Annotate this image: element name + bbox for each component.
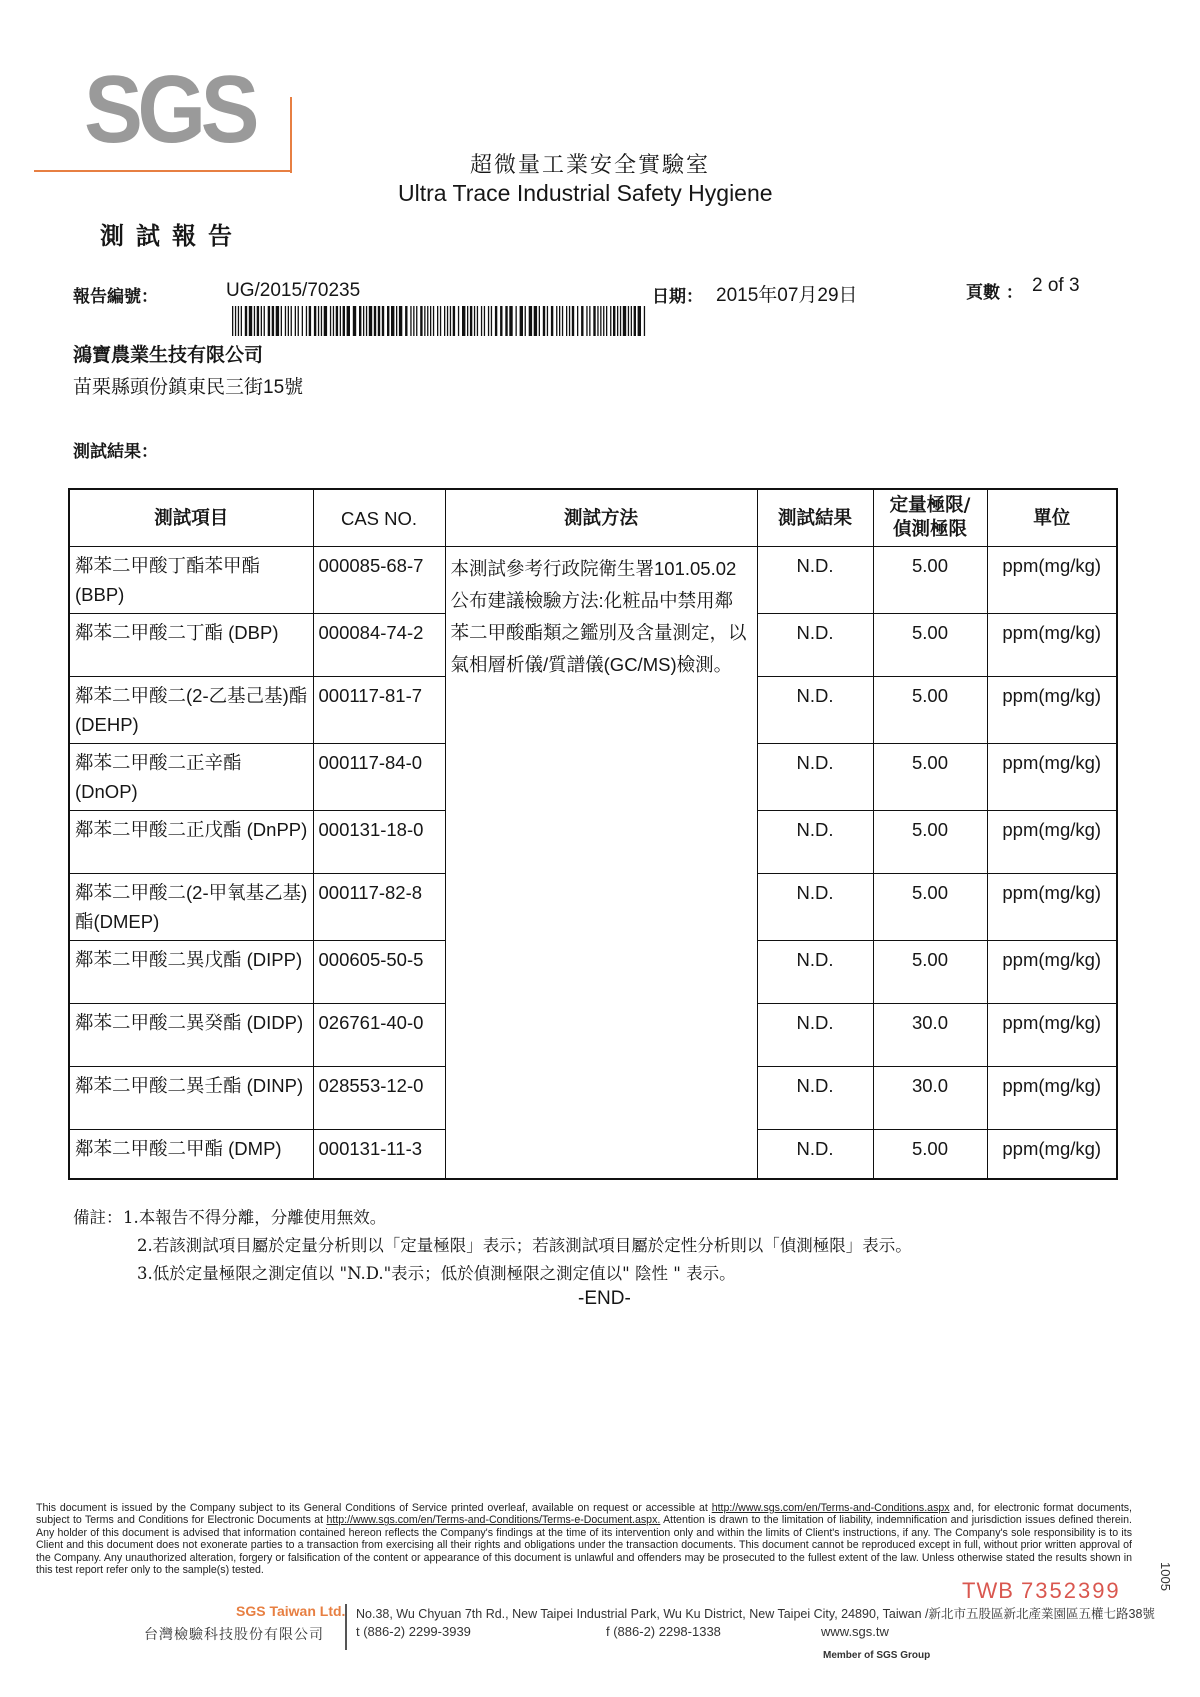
footer-disclaimer xyxy=(36,1502,1132,1576)
barcode-bar xyxy=(382,306,384,336)
cell-unit: ppm(mg/kg) xyxy=(987,941,1117,1004)
barcode-bar xyxy=(254,306,255,336)
barcode-bar xyxy=(484,306,485,336)
barcode-bar xyxy=(543,306,545,336)
logo-orange-rule xyxy=(34,170,292,172)
cell-unit: ppm(mg/kg) xyxy=(987,744,1117,811)
cell-result: N.D. xyxy=(757,1067,873,1130)
barcode-bar xyxy=(324,306,327,336)
barcode-bar xyxy=(291,306,292,336)
barcode-bar xyxy=(600,306,601,336)
barcode-bar xyxy=(491,306,492,336)
barcode-bar xyxy=(241,306,242,336)
barcode-bar xyxy=(302,306,303,336)
test-results-label: 測試結果： xyxy=(73,442,158,462)
report-pages: 2 of 3 xyxy=(1032,275,1080,296)
barcode-bar xyxy=(272,306,274,336)
cell-unit: ppm(mg/kg) xyxy=(987,1130,1117,1180)
barcode-bar xyxy=(359,306,361,336)
barcode-bar xyxy=(427,306,428,336)
cell-result: N.D. xyxy=(757,874,873,941)
barcode-bar xyxy=(520,306,523,336)
cell-cas-no: 026761-40-0 xyxy=(313,1004,445,1067)
barcode-bar xyxy=(447,306,448,336)
barcode-bar xyxy=(606,306,607,336)
barcode-bar xyxy=(500,306,502,336)
barcode-bar xyxy=(562,306,563,336)
barcode-bar xyxy=(437,306,438,336)
footer-telephone: t (886-2) 2299-3939 xyxy=(356,1624,471,1639)
cell-unit: ppm(mg/kg) xyxy=(987,677,1117,744)
barcode-bar xyxy=(430,306,431,336)
barcode-bar xyxy=(268,306,270,336)
barcode-bar xyxy=(298,306,299,336)
cell-test-item: 鄰苯二甲酸二正辛酯 (DnOP) xyxy=(69,744,313,811)
barcode-bar xyxy=(495,306,497,336)
barcode-bar xyxy=(235,306,236,336)
barcode-bar xyxy=(288,306,289,336)
terms-conditions-link[interactable]: http://www.sgs.com/en/Terms-and-Conditions.aspx xyxy=(711,1502,950,1514)
header-test-method: 測試方法 xyxy=(445,489,757,547)
barcode-bar xyxy=(589,306,590,336)
footer-divider xyxy=(345,1604,347,1650)
barcode-bar xyxy=(353,306,356,336)
barcode-bar xyxy=(314,306,316,336)
lab-name-zh: 超微量工業安全實驗室 xyxy=(470,153,711,178)
note-item-2: 2.若該測試項目屬於定量分析則以「定量極限」表示；若該測試項目屬於定性分析則以「偵測極限」表示。 xyxy=(137,1236,912,1255)
logo-orange-rule-vertical xyxy=(290,97,292,173)
cell-unit: ppm(mg/kg) xyxy=(987,547,1117,614)
barcode-bar xyxy=(559,306,560,336)
report-pages-label: 頁數 ： xyxy=(966,283,1023,303)
header-limit xyxy=(873,489,987,547)
barcode-bar xyxy=(440,306,441,336)
barcode-bar xyxy=(634,306,636,336)
barcode-bar xyxy=(285,306,286,336)
report-title: 測試報告 xyxy=(100,221,244,250)
barcode-bar xyxy=(458,306,459,336)
side-code: 1005 xyxy=(1158,1562,1173,1591)
barcode-bar xyxy=(276,306,279,336)
table-row xyxy=(69,547,1117,614)
serial-prefix: TWB xyxy=(962,1578,1014,1603)
barcode-bar xyxy=(467,306,468,336)
barcode-bar xyxy=(534,306,537,336)
notes-label: 備註： xyxy=(73,1208,123,1227)
footer-company-en: SGS Taiwan Ltd. xyxy=(236,1603,346,1619)
barcode-bar xyxy=(509,306,512,336)
cell-test-item: 鄰苯二甲酸二(2-乙基己基)酯 (DEHP) xyxy=(69,677,313,744)
cell-result: N.D. xyxy=(757,811,873,874)
barcode-bar xyxy=(363,306,364,336)
lab-name-en: Ultra Trace Industrial Safety Hygiene xyxy=(398,180,773,206)
barcode-bar xyxy=(366,306,367,336)
cell-unit: ppm(mg/kg) xyxy=(987,874,1117,941)
disclaimer-text-2: and, for electronic format documents, subject to Terms and Conditions for Electronic Documents at xyxy=(36,1502,1132,1527)
header-test-item: 測試項目 xyxy=(69,489,313,547)
cell-cas-no: 000117-82-8 xyxy=(313,874,445,941)
barcode-bar xyxy=(488,306,489,336)
disclaimer-text-1: This document is issued by the Company subject to its General Conditions of Service printed overleaf, available on request or accessible at xyxy=(36,1502,712,1514)
cell-limit: 5.00 xyxy=(873,811,987,874)
cell-cas-no: 000131-11-3 xyxy=(313,1130,445,1180)
cell-test-item: 鄰苯二甲酸丁酯苯甲酯 (BBP) xyxy=(69,547,313,614)
report-barcode xyxy=(232,306,650,336)
table-header-row xyxy=(69,489,1117,547)
cell-test-item: 鄰苯二甲酸二(2-甲氧基乙基)酯(DMEP) xyxy=(69,874,313,941)
barcode-bar xyxy=(623,306,626,336)
barcode-bar xyxy=(343,306,345,336)
barcode-bar xyxy=(444,306,445,336)
cell-limit: 5.00 xyxy=(873,677,987,744)
footer-website[interactable]: www.sgs.tw xyxy=(821,1624,889,1639)
cell-unit: ppm(mg/kg) xyxy=(987,1067,1117,1130)
barcode-bar xyxy=(424,306,425,336)
cell-limit: 5.00 xyxy=(873,547,987,614)
barcode-bar xyxy=(516,306,517,336)
client-address: 苗栗縣頭份鎮東民三街15號 xyxy=(73,377,304,398)
note-item-3: 3.低於定量極限之測定值以 "N.D."表示；低於偵測極限之測定值以" 陰性 " 表示。 xyxy=(137,1264,736,1283)
barcode-bar xyxy=(631,306,632,336)
header-test-result: 測試結果 xyxy=(757,489,873,547)
barcode-bar xyxy=(610,306,611,336)
barcode-bar xyxy=(470,306,472,336)
barcode-bar xyxy=(505,306,507,336)
cell-result: N.D. xyxy=(757,1004,873,1067)
header-limit-line2: 偵測極限 xyxy=(892,519,967,540)
header-cas-no: CAS NO. xyxy=(313,489,445,547)
report-number: UG/2015/70235 xyxy=(226,280,361,301)
barcode-bar xyxy=(628,306,629,336)
barcode-bar xyxy=(462,306,465,336)
cell-limit: 5.00 xyxy=(873,1130,987,1180)
barcode-bar xyxy=(330,306,331,336)
note-item-1: 1.本報告不得分離，分離使用無效。 xyxy=(123,1208,387,1227)
footer-member-text: Member of SGS Group xyxy=(823,1650,931,1661)
cell-cas-no: 028553-12-0 xyxy=(313,1067,445,1130)
cell-cas-no: 000117-84-0 xyxy=(313,744,445,811)
cell-cas-no: 000085-68-7 xyxy=(313,547,445,614)
cell-unit: ppm(mg/kg) xyxy=(987,811,1117,874)
cell-cas-no: 000605-50-5 xyxy=(313,941,445,1004)
barcode-bar xyxy=(577,306,578,336)
disclaimer-text-3: Attention is drawn to the limitation of liability, indemnification and jurisdiction issues defined therein. Any holder of this document is advised that information contained hereon reflects the Company's findings at the time of its intervention only and within the limits of Client's instructions, if any. The Company's sole responsibility is to its Client and this document does not exonerate parties to a transaction from exercising all their rights and obligations under the transaction documents. This document cannot be reproduced except in full, without prior written approval of the Company. Any unauthorized alteration, forgery or falsification of the content or appearance of this document is unlawful and offenders may be prosecuted to the fullest extent of the law. Unless otherwise stated the results shown in this test report refer only to the sample(s) tested. xyxy=(36,1514,1133,1577)
cell-test-item: 鄰苯二甲酸二異壬酯 (DINP) xyxy=(69,1067,313,1130)
report-number-label: 報告編號： xyxy=(73,287,158,307)
footer-address: No.38, Wu Chyuan 7th Rd., New Taipei Industrial Park, Wu Ku District, New Taipei City, 24890, Taiwan /新北市五股區新北產業園區五權七路38號 xyxy=(356,1607,1155,1621)
cell-test-item: 鄰苯二甲酸二正戊酯 (DnPP) xyxy=(69,811,313,874)
barcode-bar xyxy=(405,306,407,336)
barcode-bar xyxy=(378,306,380,336)
barcode-bar xyxy=(620,306,621,336)
barcode-bar xyxy=(281,306,282,336)
cell-result: N.D. xyxy=(757,744,873,811)
report-date-label: 日期： xyxy=(652,287,703,307)
barcode-bar xyxy=(525,306,526,336)
barcode-bar xyxy=(295,306,296,336)
cell-test-item: 鄰苯二甲酸二丁酯 (DBP) xyxy=(69,614,313,677)
barcode-bar xyxy=(396,306,397,336)
barcode-bar xyxy=(481,306,482,336)
cell-cas-no: 000131-18-0 xyxy=(313,811,445,874)
cell-limit: 5.00 xyxy=(873,744,987,811)
barcode-bar xyxy=(249,306,252,336)
barcode-bar xyxy=(340,306,341,336)
cell-limit: 5.00 xyxy=(873,941,987,1004)
cell-test-method: 本測試參考行政院衛生署101.05.02公布建議檢驗方法:化粧品中禁用鄰苯二甲酸酯類之鑑別及含量測定，以氣相層析儀/質譜儀(GC/MS)檢測。 xyxy=(445,547,757,1180)
barcode-bar xyxy=(369,306,372,336)
barcode-bar xyxy=(569,306,570,336)
barcode-bar xyxy=(613,306,615,336)
barcode-bar xyxy=(644,306,645,336)
barcode-bar xyxy=(306,306,307,336)
cell-unit: ppm(mg/kg) xyxy=(987,1004,1117,1067)
barcode-bar xyxy=(321,306,322,336)
footer-company-zh: 台灣檢驗科技股份有限公司 xyxy=(144,1627,324,1643)
terms-e-document-link[interactable]: http://www.sgs.com/en/Terms-and-Conditions/Terms-e-Document.aspx. xyxy=(326,1514,661,1527)
cell-test-item: 鄰苯二甲酸二甲酯 (DMP) xyxy=(69,1130,313,1180)
barcode-bar xyxy=(547,306,548,336)
serial-number: 7352399 xyxy=(1021,1578,1121,1603)
cell-limit: 5.00 xyxy=(873,614,987,677)
barcode-bar xyxy=(257,306,259,336)
barcode-bar xyxy=(410,306,411,336)
report-date: 2015年07月29日 xyxy=(716,285,858,306)
barcode-bar xyxy=(453,306,455,336)
barcode-bar xyxy=(551,306,553,336)
header-limit-line1: 定量極限/ xyxy=(889,495,971,516)
barcode-bar xyxy=(336,306,338,336)
barcode-bar xyxy=(245,306,247,336)
barcode-bar xyxy=(413,306,414,336)
barcode-bar xyxy=(556,306,557,336)
barcode-bar xyxy=(586,306,587,336)
barcode-bar xyxy=(566,306,567,336)
cell-cas-no: 000084-74-2 xyxy=(313,614,445,677)
cell-result: N.D. xyxy=(757,1130,873,1180)
barcode-bar xyxy=(347,306,350,336)
sgs-logo: SGS xyxy=(84,56,254,163)
barcode-bar xyxy=(638,306,641,336)
document-serial xyxy=(962,1578,1121,1604)
cell-result: N.D. xyxy=(757,547,873,614)
barcode-bar xyxy=(391,306,394,336)
barcode-bar xyxy=(474,306,475,336)
barcode-bar xyxy=(309,306,311,336)
barcode-bar xyxy=(374,306,376,336)
barcode-bar xyxy=(232,306,233,336)
cell-test-item: 鄰苯二甲酸二異癸酯 (DIDP) xyxy=(69,1004,313,1067)
cell-limit: 30.0 xyxy=(873,1004,987,1067)
barcode-bar xyxy=(264,306,265,336)
cell-limit: 5.00 xyxy=(873,874,987,941)
barcode-bar xyxy=(333,306,334,336)
barcode-bar xyxy=(572,306,574,336)
barcode-bar xyxy=(433,306,434,336)
barcode-bar xyxy=(617,306,618,336)
barcode-bar xyxy=(477,306,478,336)
barcode-bar xyxy=(539,306,540,336)
footer-fax: f (886-2) 2298-1338 xyxy=(606,1624,721,1639)
barcode-bar xyxy=(529,306,532,336)
barcode-bar xyxy=(581,306,583,336)
header-unit: 單位 xyxy=(987,489,1117,547)
barcode-bar xyxy=(387,306,389,336)
cell-limit: 30.0 xyxy=(873,1067,987,1130)
cell-result: N.D. xyxy=(757,677,873,744)
end-mark: -END- xyxy=(578,1288,631,1309)
client-company-name: 鴻寶農業生技有限公司 xyxy=(73,345,264,366)
cell-cas-no: 000117-81-7 xyxy=(313,677,445,744)
barcode-bar xyxy=(416,306,417,336)
barcode-bar xyxy=(450,306,451,336)
barcode-bar xyxy=(261,306,262,336)
cell-result: N.D. xyxy=(757,614,873,677)
cell-result: N.D. xyxy=(757,941,873,1004)
cell-unit: ppm(mg/kg) xyxy=(987,614,1117,677)
barcode-bar xyxy=(238,306,239,336)
barcode-bar xyxy=(399,306,402,336)
barcode-bar xyxy=(597,306,598,336)
barcode-bar xyxy=(593,306,595,336)
barcode-bar xyxy=(603,306,604,336)
barcode-bar xyxy=(420,306,422,336)
barcode-bar xyxy=(318,306,319,336)
results-table xyxy=(68,488,1118,1180)
cell-test-item: 鄰苯二甲酸二異戊酯 (DIPP) xyxy=(69,941,313,1004)
